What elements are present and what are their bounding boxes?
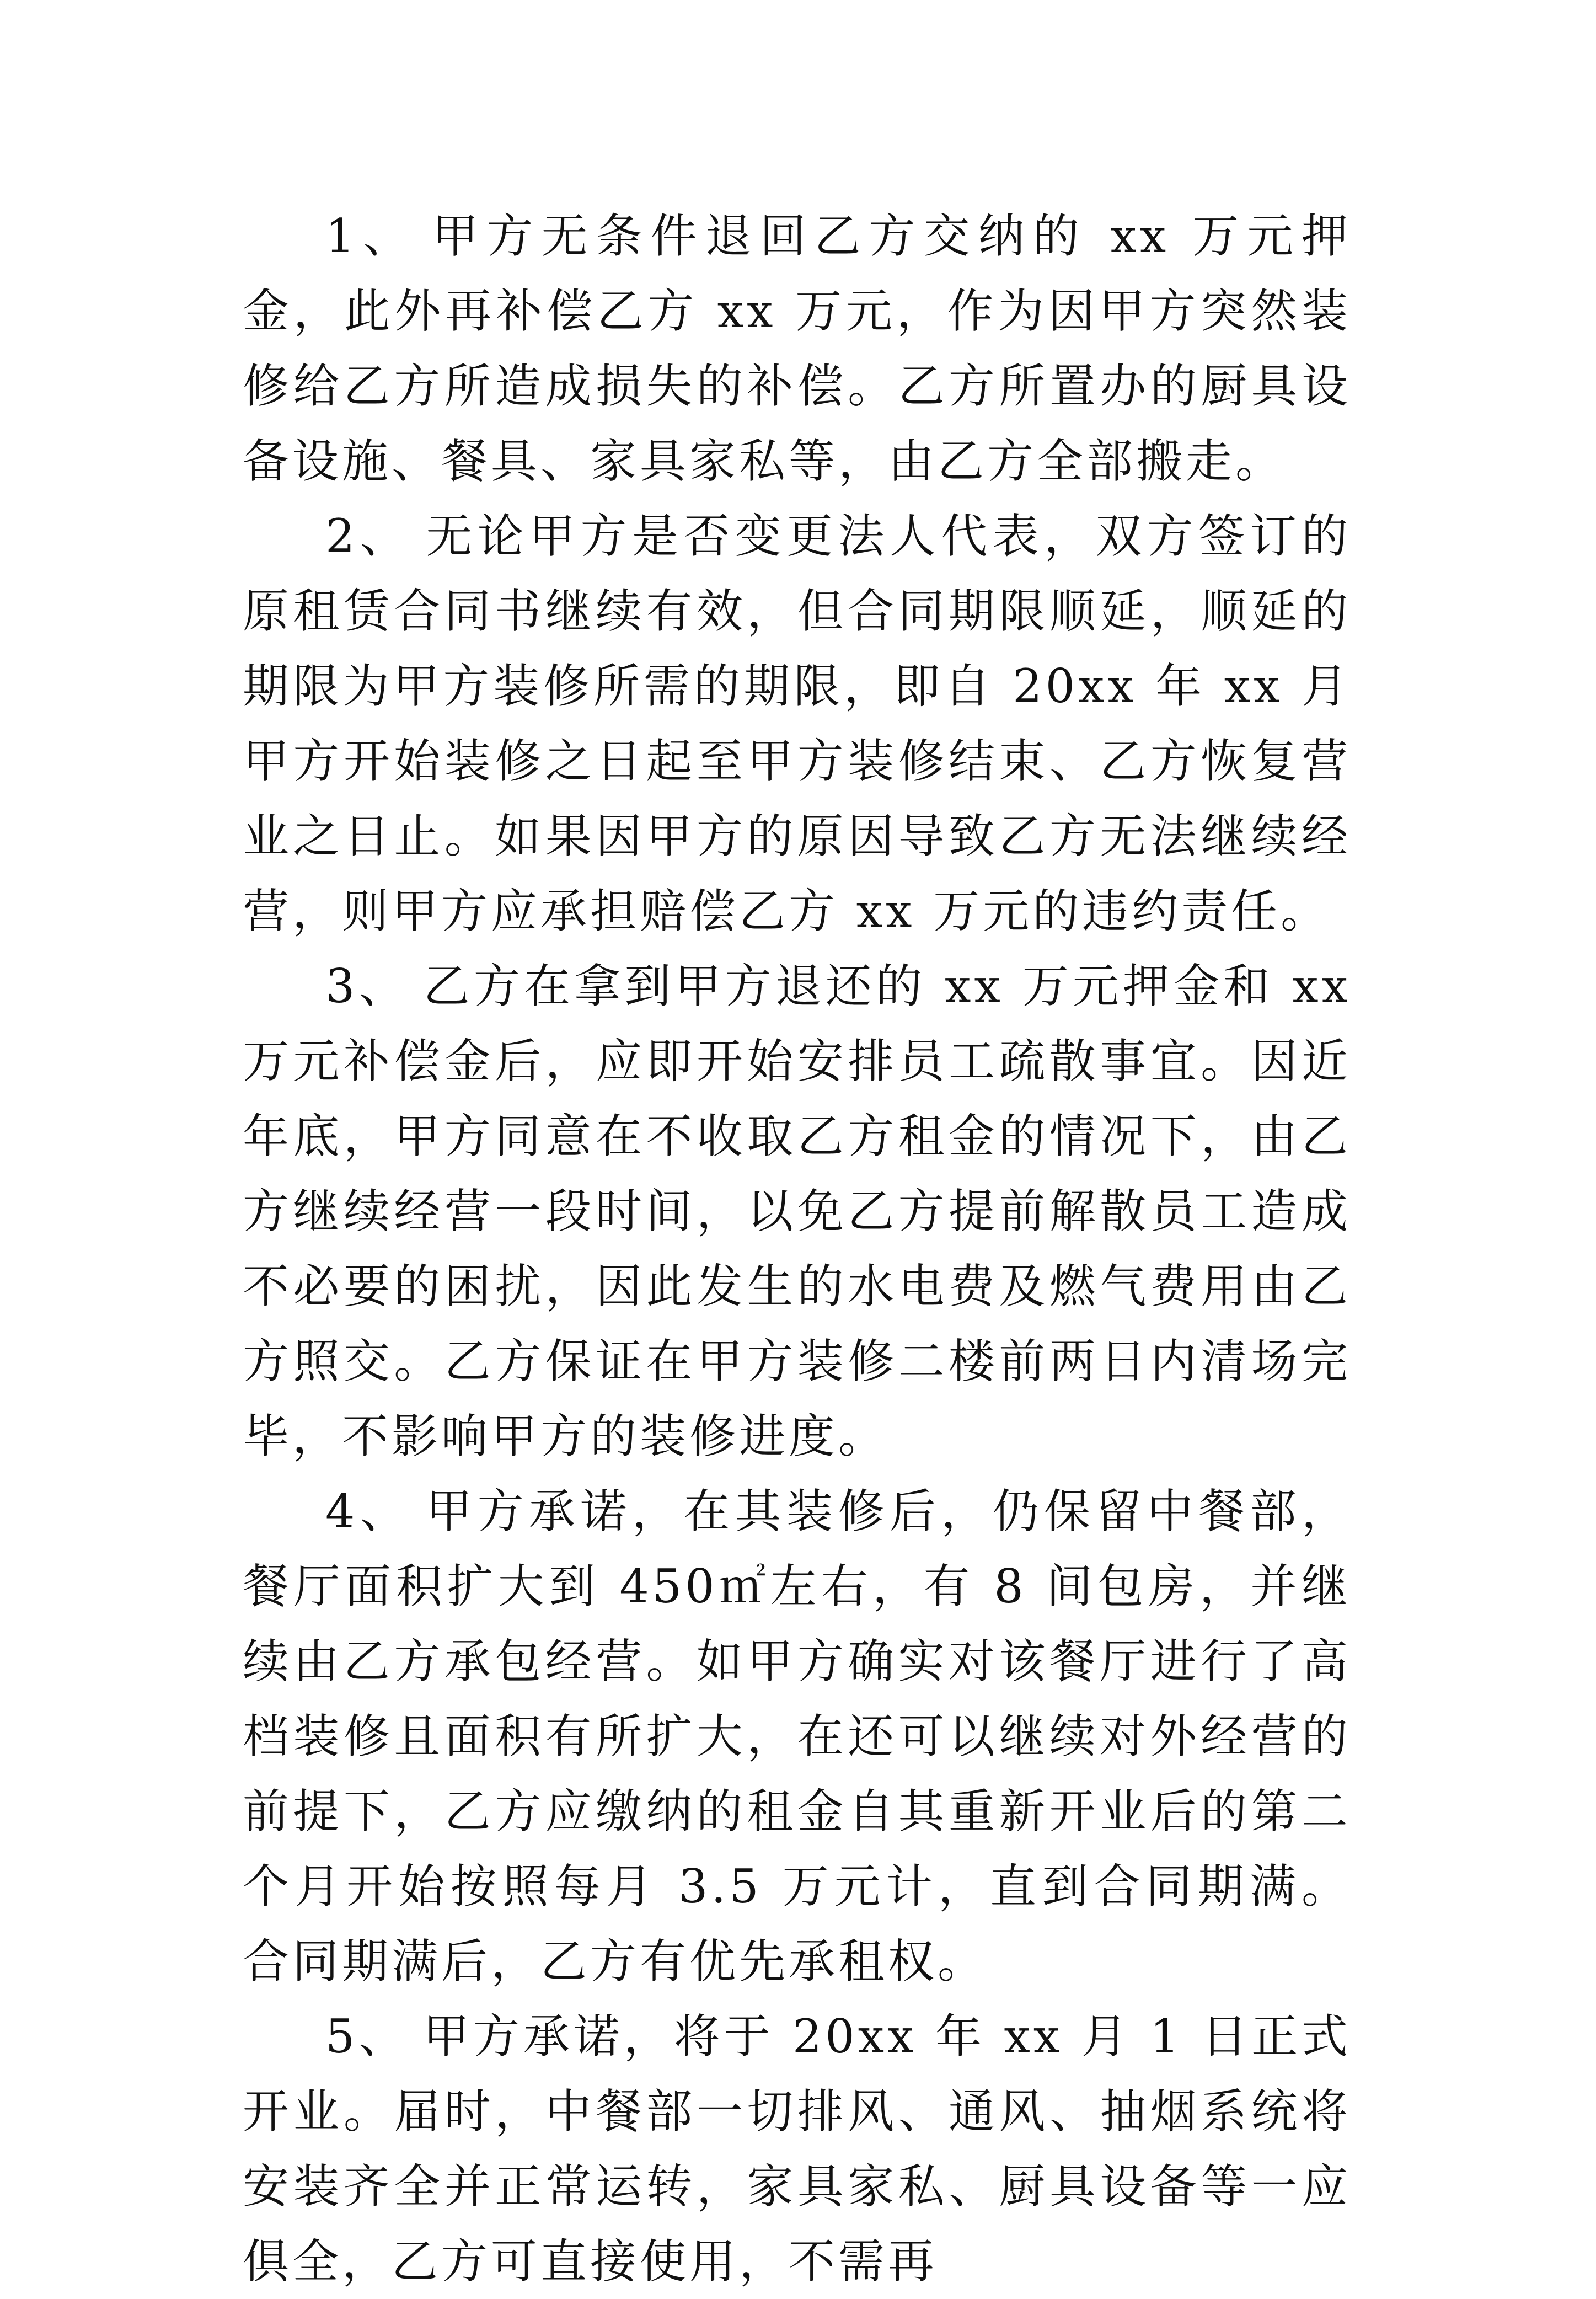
clause-1 (243, 199, 1351, 499)
document-body (243, 199, 1351, 2299)
clause-number: 1、 (325, 209, 418, 263)
clause-3 (243, 949, 1351, 1474)
clause-2 (243, 499, 1351, 949)
clause-text: 甲方承诺，将于 20xx 年 xx 月 1 日正式开业。届时，中餐部一切排风、通风、抽烟系统将安装齐全并正常运转，家具家私、厨具设备等一应俱全，乙方可直接使用，不需再 (243, 2009, 1351, 2289)
clause-text: 无论甲方是否变更法人代表，双方签订的原租赁合同书继续有效，但合同期限顺延，顺延的期限为甲方装修所需的期限，即自 20xx 年 xx 月甲方开始装修之日起至甲方装修结束、乙方恢复营业之日止。如果因甲方的原因导致乙方无法继续经营，则甲方应承担赔偿乙方 xx 万元的违约责任。 (243, 509, 1351, 938)
clause-number: 5、 (325, 2009, 409, 2063)
clause-text: 乙方在拿到甲方退还的 xx 万元押金和 xx 万元补偿金后，应即开始安排员工疏散事宜。因近年底，甲方同意在不收取乙方租金的情况下，由乙方继续经营一段时间，以免乙方提前解散员工造成不必要的困扰，因此发生的水电费及燃气费用由乙方照交。乙方保证在甲方装修二楼前两日内清场完毕，不影响甲方的装修进度。 (243, 959, 1351, 1463)
clause-5 (243, 1999, 1351, 2299)
clause-text: 甲方承诺，在其装修后，仍保留中餐部，餐厅面积扩大到 450㎡左右，有 8 间包房，并继续由乙方承包经营。如甲方确实对该餐厅进行了高档装修且面积有所扩大，在还可以继续对外经营的前提下，乙方应缴纳的租金自其重新开业后的第二个月开始按照每月 3.5 万元计，直到合同期满。合同期满后，乙方有优先承租权。 (243, 1484, 1351, 1988)
clause-text: 甲方无条件退回乙方交纳的 xx 万元押金，此外再补偿乙方 xx 万元，作为因甲方突然装修给乙方所造成损失的补偿。乙方所置办的厨具设备设施、餐具、家具家私等，由乙方全部搬走。 (243, 209, 1351, 488)
clause-4 (243, 1474, 1351, 1999)
clause-number: 4、 (325, 1484, 412, 1538)
clause-number: 3、 (325, 959, 409, 1013)
clause-number: 2、 (325, 509, 412, 563)
